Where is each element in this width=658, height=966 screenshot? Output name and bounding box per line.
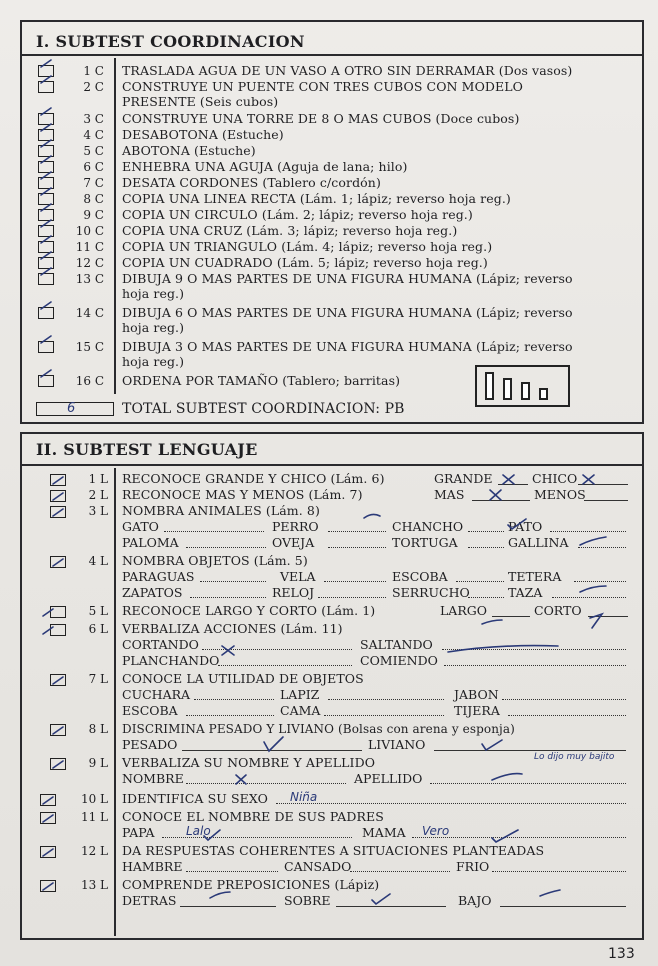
box-mark [53,477,63,484]
item-text: CONOCE LA UTILIDAD DE OBJETOS [122,671,364,686]
box-mark [43,797,53,804]
item-code: 2 C [83,80,104,94]
item-text: ABOTONA (Estuche) [122,143,256,158]
item-text-cont: hoja reg.) [122,320,185,335]
box-mark [41,302,51,309]
box-mark [41,370,51,377]
box-mark [41,140,51,147]
check-mark [364,514,380,518]
item-text: RECONOCE LARGO Y CORTO (Lám. 1) [122,603,376,618]
item-text: COMPRENDE PREPOSICIONES (Lápiz) [122,877,380,892]
item-code: 16 C [75,374,104,388]
box-mark [53,509,63,516]
word-label: TAZA [508,585,543,600]
cross-mark [236,775,246,784]
item-text-cont: PRESENTE (Seis cubos) [122,94,279,109]
check-mark [448,646,558,652]
box-mark [53,727,63,734]
item-text: VERBALIZA SU NOMBRE Y APELLIDO [122,755,376,770]
item-code: 2 L [88,488,108,502]
field-label: LARGO [440,603,487,618]
item-code: 7 L [88,672,108,686]
word-label: CORTANDO [122,637,199,652]
word-label: LAPIZ [280,687,320,702]
item-code: 5 L [88,604,108,618]
item-code: 12 C [75,256,104,270]
word-label: TIJERA [454,703,500,718]
word-label: FRIO [456,859,490,874]
item-text: RECONOCE MAS Y MENOS (Lám. 7) [122,487,363,502]
box-mark [53,493,63,500]
box-mark [53,559,63,566]
field-label: NOMBRE [122,771,184,786]
item-code: 9 L [88,756,108,770]
check-mark [590,614,602,628]
check-mark [492,830,518,842]
check-mark [204,830,220,840]
item-text: COPIA UN CIRCULO (Lám. 2; lápiz; reverso hoja reg.) [122,207,473,222]
item-code: 3 L [88,504,108,518]
item-code: 3 C [83,112,104,126]
handwritten-answer: Lalo [186,824,211,838]
handwritten-answer: Niña [290,790,318,804]
item-code: 6 C [83,160,104,174]
box-mark [41,236,51,243]
item-code: 1 C [83,64,104,78]
box-mark [41,188,51,195]
word-label: COMIENDO [360,653,438,668]
check-mark [580,537,606,545]
item-text: CONOCE EL NOMBRE DE SUS PADRES [122,809,384,824]
box-mark [43,627,53,634]
item-text: NOMBRA OBJETOS (Lám. 5) [122,553,308,568]
box-mark [43,849,53,856]
word-label: PATO [508,519,543,534]
word-label: SERRUCHO [392,585,470,600]
item-code: 8 L [88,722,108,736]
field-label: GRANDE [434,471,493,486]
page-number: 133 [608,946,635,962]
total-score-value: 6 [67,401,76,416]
box-mark [41,156,51,163]
word-label: PARAGUAS [122,569,195,584]
word-label: DETRAS [122,893,177,908]
box-mark [43,883,53,890]
word-label: CANSADO [284,859,352,874]
item-code: 11 L [80,810,108,824]
word-label: OVEJA [272,535,315,550]
item-text: RECONOCE GRANDE Y CHICO (Lám. 6) [122,471,385,486]
word-label: JABON [454,687,499,702]
item-text: COPIA UN CUADRADO (Lám. 5; lápiz; reverso hoja reg.) [122,255,488,270]
field-label: CORTO [534,603,582,618]
item-text-cont: hoja reg.) [122,286,185,301]
total-label: TOTAL SUBTEST COORDINACION: PB [122,401,405,417]
field-label: PESADO [122,737,178,752]
item-text: DIBUJA 9 O MAS PARTES DE UNA FIGURA HUMANA (Lápiz; reverso [122,271,573,286]
box-mark [41,220,51,227]
word-label: TETERA [508,569,562,584]
item-text: DESABOTONA (Estuche) [122,127,284,142]
item-text: NOMBRA ANIMALES (Lám. 8) [122,503,320,518]
check-mark [372,894,390,904]
word-label: GATO [122,519,159,534]
item-code: 6 L [88,622,108,636]
item-code: 13 L [80,878,108,892]
check-mark [210,892,230,898]
item-code: 14 C [75,306,104,320]
field-label: LIVIANO [368,737,426,752]
check-mark [540,890,560,896]
item-code: 15 C [75,340,104,354]
field-label: CHICO [532,471,578,486]
item-code: 8 C [83,192,104,206]
word-label: SOBRE [284,893,331,908]
box-mark [41,124,51,131]
word-label: BAJO [458,893,492,908]
item-text: DIBUJA 6 O MAS PARTES DE UNA FIGURA HUMANA (Lápiz; reverso [122,305,573,320]
item-text: DA RESPUESTAS COHERENTES A SITUACIONES PLANTEADAS [122,843,545,858]
word-label: PLANCHANDO [122,653,220,668]
word-label: SALTANDO [360,637,433,652]
item-code: 13 C [75,272,104,286]
check-mark [482,740,502,750]
lenguaje-title: II. SUBTEST LENGUAJE [36,440,258,459]
check-mark [482,620,502,624]
item-code: 4 L [88,554,108,568]
word-label: RELOJ [272,585,315,600]
item-code: 9 C [83,208,104,222]
item-code: 10 L [80,792,108,806]
field-label: APELLIDO [354,771,423,786]
cross-mark [503,475,514,484]
field-label: MENOS [534,487,586,502]
box-mark [41,336,51,343]
word-label: VELA [280,569,316,584]
handwritten-answer: Vero [422,824,450,838]
item-code: 10 C [75,224,104,238]
item-text: VERBALIZA ACCIONES (Lám. 11) [122,621,343,636]
check-mark [580,586,606,592]
field-label: MAS [434,487,465,502]
word-label: CUCHARA [122,687,191,702]
item-text: CONSTRUYE UNA TORRE DE 8 O MAS CUBOS (Doce cubos) [122,111,520,126]
item-text: COPIA UN TRIANGULO (Lám. 4; lápiz; reverso hoja reg.) [122,239,493,254]
word-label: ESCOBA [392,569,448,584]
word-label: PERRO [272,519,319,534]
field-label: PAPA [122,825,155,840]
box-mark [43,815,53,822]
box-mark [53,677,63,684]
item-text: ORDENA POR TAMAÑO (Tablero; barritas) [122,373,401,388]
word-label: PALOMA [122,535,179,550]
check-mark [508,519,526,529]
item-text: IDENTIFICA SU SEXO [122,791,268,806]
box-mark [41,268,51,275]
item-text: COPIA UNA LINEA RECTA (Lám. 1; lápiz; reverso hoja reg.) [122,191,511,206]
word-label: ESCOBA [122,703,178,718]
box-mark [41,108,51,115]
word-label: CHANCHO [392,519,464,534]
check-mark [492,774,522,780]
item-text-cont: hoja reg.) [122,354,185,369]
item-code: 4 C [83,128,104,142]
item-code: 7 C [83,176,104,190]
box-mark [41,172,51,179]
cross-mark [490,490,501,500]
item-text: DESATA CORDONES (Tablero c/cordón) [122,175,381,190]
item-code: 5 C [83,144,104,158]
word-label: CAMA [280,703,321,718]
word-label: ZAPATOS [122,585,183,600]
item-text: COPIA UNA CRUZ (Lám. 3; lápiz; reverso hoja reg.) [122,223,458,238]
item-code: 12 L [80,844,108,858]
box-mark [41,204,51,211]
item-text: DISCRIMINA PESADO Y LIVIANO (Bolsas con arena y esponja) [122,722,515,736]
cross-mark [583,475,594,484]
cross-mark [222,646,234,655]
item-code: 1 L [88,472,108,486]
field-label: MAMA [362,825,406,840]
item-text: DIBUJA 3 O MAS PARTES DE UNA FIGURA HUMANA (Lápiz; reverso [122,339,573,354]
box-mark [41,60,51,67]
box-mark [43,609,53,616]
box-mark [41,252,51,259]
item-code: 11 C [75,240,104,254]
word-label: GALLINA [508,535,569,550]
item-text: ENHEBRA UNA AGUJA (Aguja de lana; hilo) [122,159,408,174]
check-mark [264,737,283,751]
item-text: TRASLADA AGUA DE UN VASO A OTRO SIN DERRAMAR (Dos vasos) [122,63,573,78]
word-label: TORTUGA [392,535,458,550]
box-mark [53,761,63,768]
handwritten-note: Lo dijo muy bajito [534,752,615,762]
word-label: HAMBRE [122,859,183,874]
box-mark [41,76,51,83]
item-text: CONSTRUYE UN PUENTE CON TRES CUBOS CON MODELO [122,79,524,94]
coordinacion-title: I. SUBTEST COORDINACION [36,32,305,51]
